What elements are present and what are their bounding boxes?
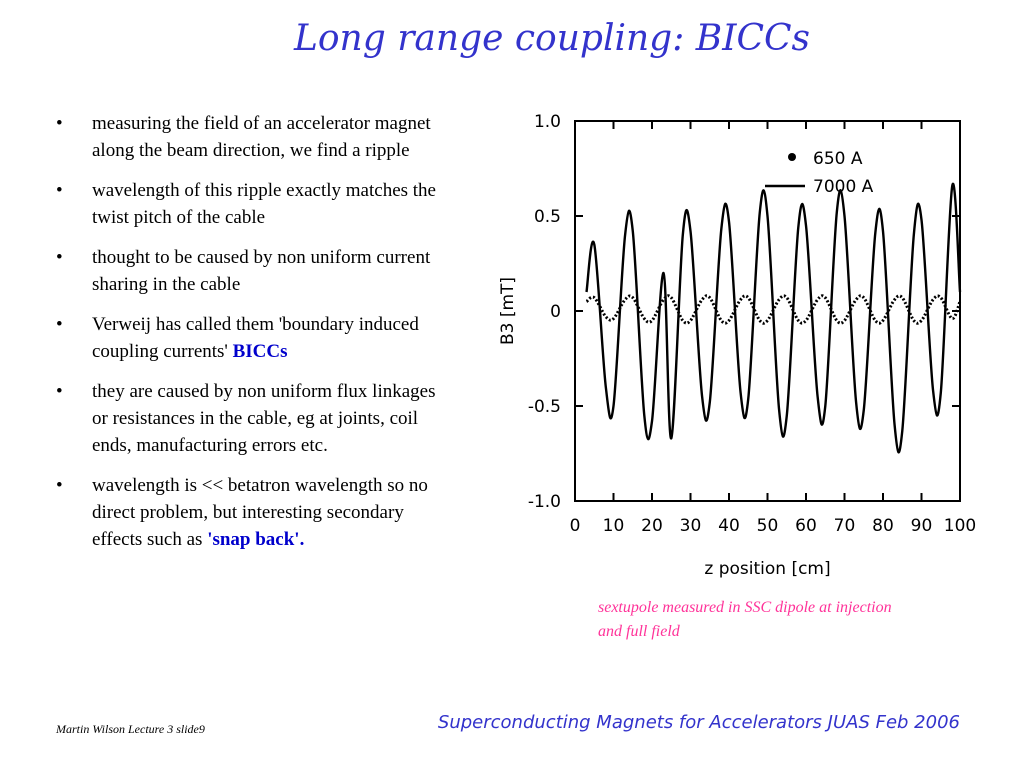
y-tick-label: 1.0 [533, 112, 561, 132]
bullet-text: Verweij has called them 'boundary induced coupling currents' [92, 314, 419, 362]
x-tick-label: 80 [872, 516, 894, 536]
plot-frame [575, 121, 960, 501]
x-tick-label: 40 [718, 516, 740, 536]
bullet-text: wavelength of this ripple exactly matches the twist pitch of the cable [92, 180, 436, 228]
bullet-text: thought to be caused by non uniform current sharing in the cable [92, 247, 431, 295]
footer-course: Superconducting Magnets for Accelerators JUAS Feb 2006 [437, 712, 960, 733]
bullet-item [56, 110, 456, 164]
bullet-highlight: BICCs [232, 341, 288, 362]
bullet-icon: • [56, 180, 63, 201]
bullet-item [56, 378, 456, 459]
bullet-icon: • [56, 113, 63, 134]
bullet-text: wavelength is << betatron wavelength so no direct problem, but interesting secondary effects such as [92, 475, 428, 550]
legend-label-650a: 650 A [813, 149, 863, 169]
y-tick-label: -1.0 [527, 492, 561, 512]
bullet-item [56, 311, 456, 365]
x-tick-label: 90 [910, 516, 933, 536]
figure-caption: sextupole measured in SSC dipole at injection and full field [598, 599, 892, 640]
bullet-item [56, 177, 456, 231]
footer-author: Martin Wilson Lecture 3 slide9 [56, 722, 205, 736]
bullet-text: they are caused by non uniform flux linkages or resistances in the cable, eg at joints, coil ends, manufacturing errors etc. [92, 381, 436, 456]
x-tick-label: 30 [679, 516, 702, 536]
bullet-highlight: 'snap back'. [207, 529, 305, 550]
legend-label-7000a: 7000 A [813, 177, 874, 197]
slide-title: Long range coupling: BICCs [293, 18, 811, 59]
bullet-text: measuring the field of an accelerator magnet along the beam direction, we find a ripple [92, 113, 431, 161]
legend-marker-650a [788, 153, 796, 161]
x-tick-label: 50 [756, 516, 779, 536]
bullet-icon: • [56, 381, 63, 402]
x-tick-label: 100 [943, 516, 977, 536]
x-tick-label: 60 [795, 516, 817, 536]
ripple-chart [490, 100, 990, 590]
y-tick-label: 0 [550, 302, 561, 322]
x-tick-label: 20 [641, 516, 663, 536]
series-7000a-line [587, 184, 961, 453]
x-tick-label: 0 [569, 516, 581, 536]
y-axis-label: B3 [mT] [498, 276, 518, 346]
bullet-list [56, 110, 456, 566]
bullet-item [56, 244, 456, 298]
bullet-icon: • [56, 247, 63, 268]
x-tick-label: 10 [602, 516, 625, 536]
bullet-item [56, 472, 456, 553]
bullet-icon: • [56, 475, 63, 496]
x-axis-label: z position [cm] [704, 559, 831, 579]
x-tick-label: 70 [833, 516, 856, 536]
y-tick-label: 0.5 [533, 207, 561, 227]
y-tick-label: -0.5 [527, 397, 561, 417]
bullet-icon: • [56, 314, 63, 335]
